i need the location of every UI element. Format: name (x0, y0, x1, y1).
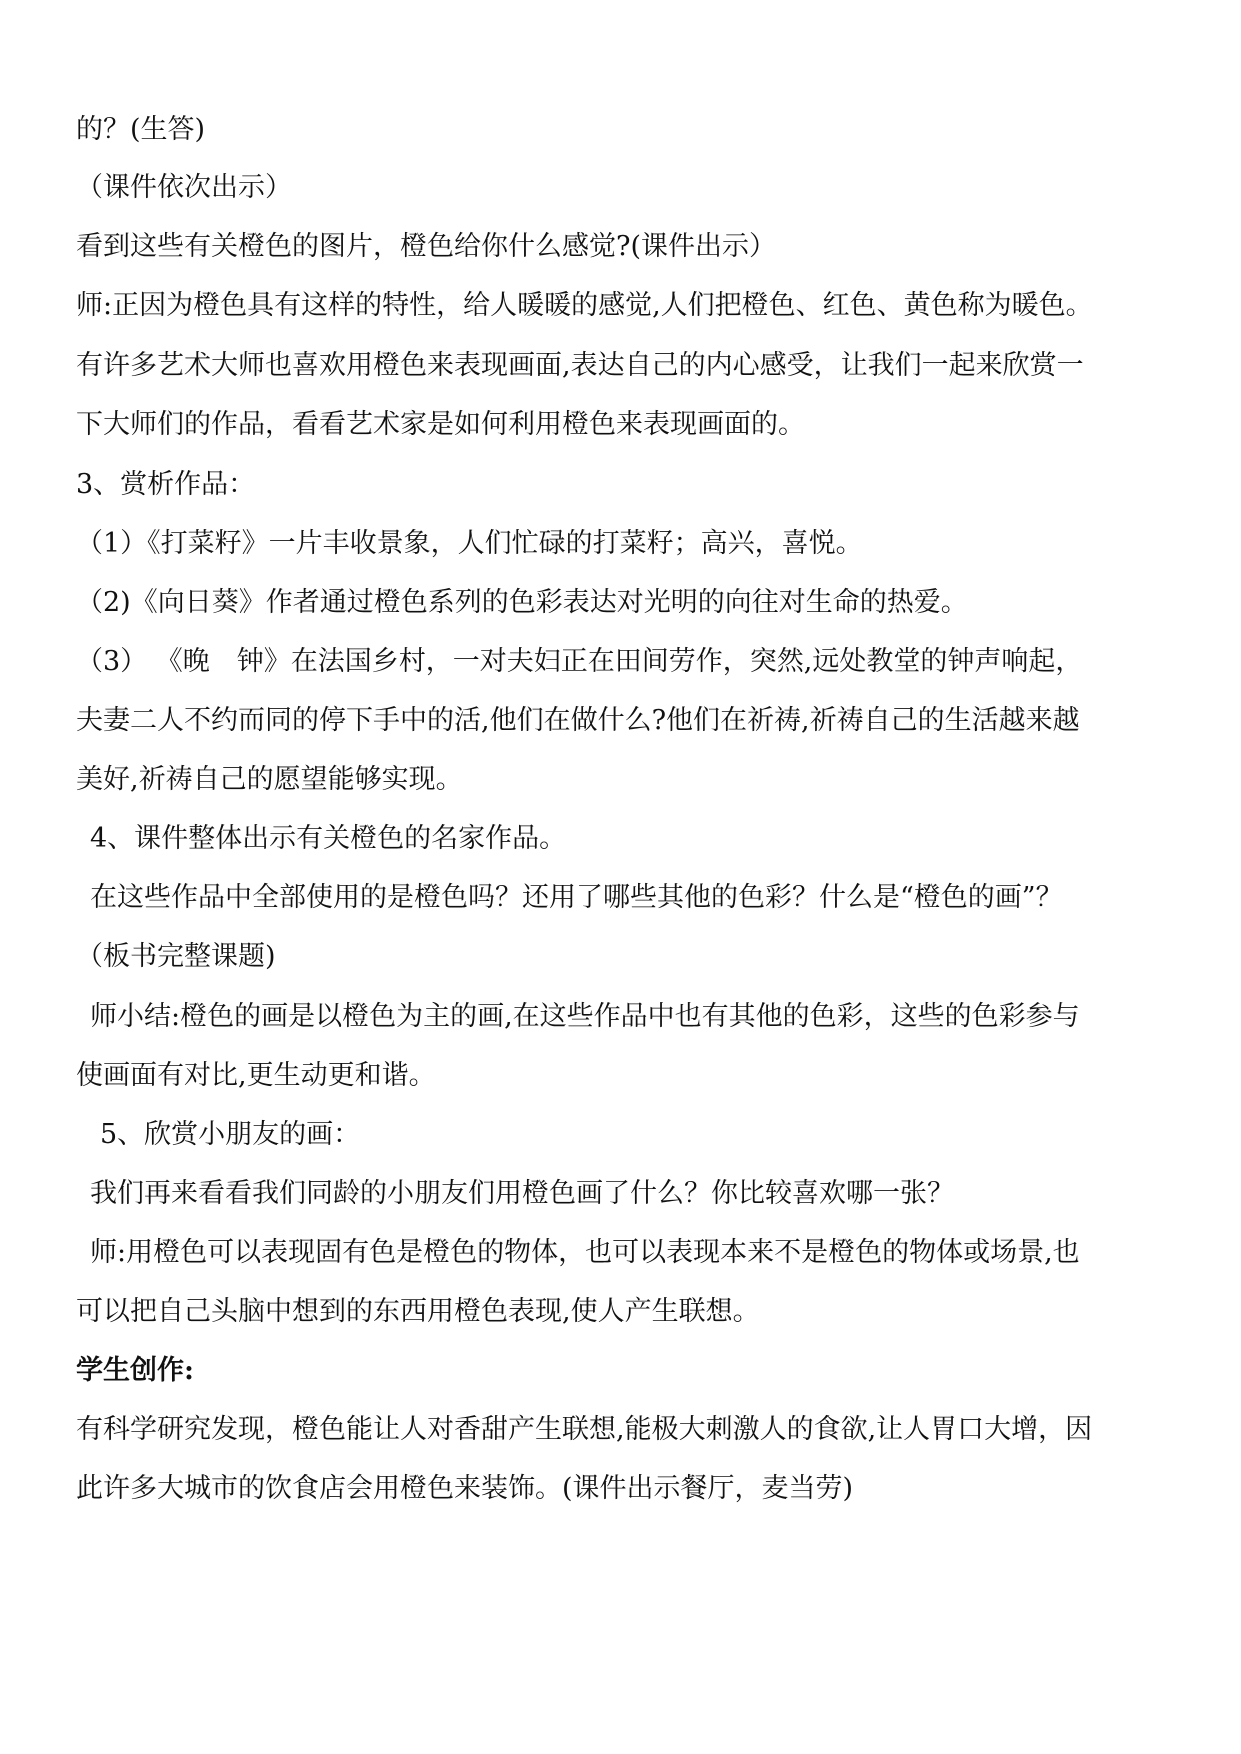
text-line-21: 可以把自己头脑中想到的东西用橙色表现,使人产生联想。 (76, 1296, 760, 1327)
text-line-15: （板书完整课题) (76, 941, 276, 972)
text-line-20: 师:用橙色可以表现固有色是橙色的物体，也可以表现本来不是橙色的物体或场景,也 (90, 1237, 1080, 1268)
text-line-14: 在这些作品中全部使用的是橙色吗？还用了哪些其他的色彩？什么是“橙色的画”？ (90, 882, 1063, 913)
text-line-5: 有许多艺术大师也喜欢用橙色来表现画面,表达自己的内心感受，让我们一起来欣赏一 (76, 350, 1084, 381)
text-line-19: 我们再来看看我们同龄的小朋友们用橙色画了什么？你比较喜欢哪一张？ (90, 1178, 954, 1209)
text-line-16: 师小结:橙色的画是以橙色为主的画,在这些作品中也有其他的色彩，这些的色彩参与 (90, 1001, 1080, 1032)
text-line-17: 使画面有对比,更生动更和谐。 (76, 1060, 436, 1091)
section-heading-works: 4、课件整体出示有关橙色的名家作品。 (90, 823, 567, 854)
section-heading-creation: 学生创作: (76, 1355, 194, 1386)
text-line-2: （课件依次出示） (76, 172, 292, 203)
section-heading-appreciation: 3、赏析作品： (76, 469, 256, 500)
section-heading-kids: 5、欣赏小朋友的画： (100, 1119, 361, 1150)
text-line-9: （2)《向日葵》作者通过橙色系列的色彩表达对光明的向往对生命的热爱。 (76, 587, 968, 618)
text-line-11: 夫妻二人不约而同的停下手中的活,他们在做什么?他们在祈祷,祈祷自己的生活越来越 (76, 705, 1080, 736)
text-line-12: 美好,祈祷自己的愿望能够实现。 (76, 764, 463, 795)
text-line-3: 看到这些有关橙色的图片，橙色给你什么感觉?(课件出示） (76, 231, 777, 262)
text-line-10: （3） 《晚 钟》在法国乡村，一对夫妇正在田间劳作，突然,远处教堂的钟声响起， (76, 646, 1083, 677)
text-line-24: 此许多大城市的饮食店会用橙色来装饰。(课件出示餐厅，麦当劳) (76, 1473, 854, 1504)
text-line-23: 有科学研究发现，橙色能让人对香甜产生联想,能极大刺激人的食欲,让人胃口大增，因 (76, 1414, 1093, 1445)
text-line-4: 师:正因为橙色具有这样的特性，给人暖暖的感觉,人们把橙色、红色、黄色称为暖色。 (76, 290, 1093, 321)
text-line-8: （1）《打菜籽》一片丰收景象，人们忙碌的打菜籽；高兴，喜悦。 (76, 528, 863, 559)
text-line-1: 的？(生答) (76, 114, 206, 145)
text-line-6: 下大师们的作品，看看艺术家是如何利用橙色来表现画面的。 (76, 409, 805, 440)
